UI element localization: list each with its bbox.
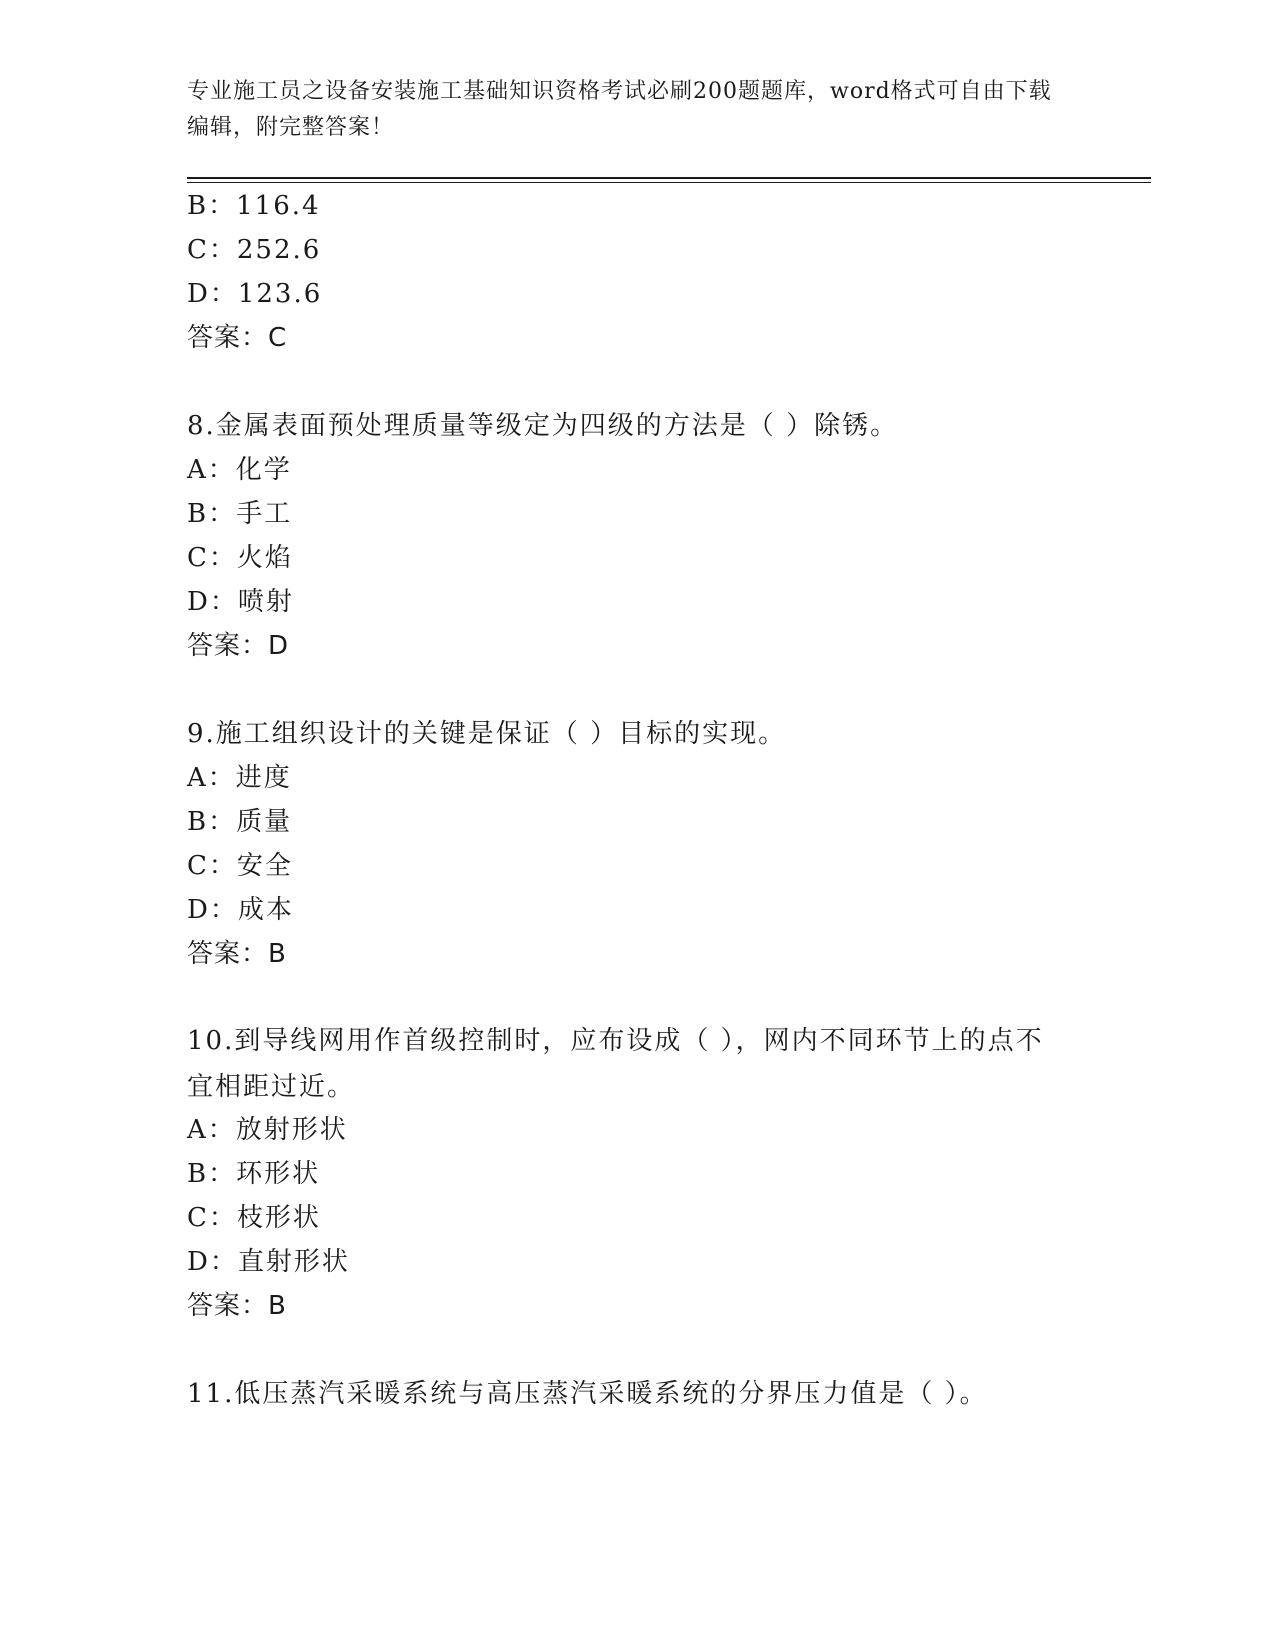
question-8: 8.金属表面预处理质量等级定为四级的方法是（ ）除锈。 bbox=[187, 411, 899, 441]
q9-answer: 答案：B bbox=[187, 939, 287, 969]
q9-option-b: B：质量 bbox=[187, 807, 293, 837]
question-10: 10.到导线网用作首级控制时，应布设成（ ），网内不同环节上的点不宜相距过近。 bbox=[187, 1026, 1044, 1102]
option-b: B：116.4 bbox=[187, 191, 321, 221]
answer: 答案：C bbox=[187, 323, 288, 353]
q8-option-a: A：化学 bbox=[187, 455, 292, 485]
q10-answer: 答案：B bbox=[187, 1291, 287, 1321]
q9-option-c: C：安全 bbox=[187, 851, 293, 881]
question-9: 9.施工组织设计的关键是保证（ ）目标的实现。 bbox=[187, 719, 787, 749]
q10-option-a: A：放射形状 bbox=[187, 1115, 348, 1145]
q9-option-d: D：成本 bbox=[187, 895, 294, 925]
q8-option-d: D：喷射 bbox=[187, 587, 294, 617]
q8-answer: 答案：D bbox=[187, 631, 290, 661]
option-d: D：123.6 bbox=[187, 279, 323, 309]
q8-option-b: B：手工 bbox=[187, 499, 293, 529]
q10-option-c: C：枝形状 bbox=[187, 1203, 321, 1233]
option-c: C：252.6 bbox=[187, 235, 322, 265]
header-rule-thin bbox=[187, 182, 1151, 183]
q10-option-d: D：直射形状 bbox=[187, 1247, 350, 1277]
q8-option-c: C：火焰 bbox=[187, 543, 293, 573]
document-header: 专业施工员之设备安装施工基础知识资格考试必刷200题题库，word格式可自由下载编辑，附完整答案！ bbox=[187, 79, 1052, 140]
header-rule bbox=[187, 177, 1151, 179]
q10-option-b: B：环形状 bbox=[187, 1159, 321, 1189]
question-11: 11.低压蒸汽采暖系统与高压蒸汽采暖系统的分界压力值是（ ）。 bbox=[187, 1379, 988, 1409]
q9-option-a: A：进度 bbox=[187, 763, 292, 793]
